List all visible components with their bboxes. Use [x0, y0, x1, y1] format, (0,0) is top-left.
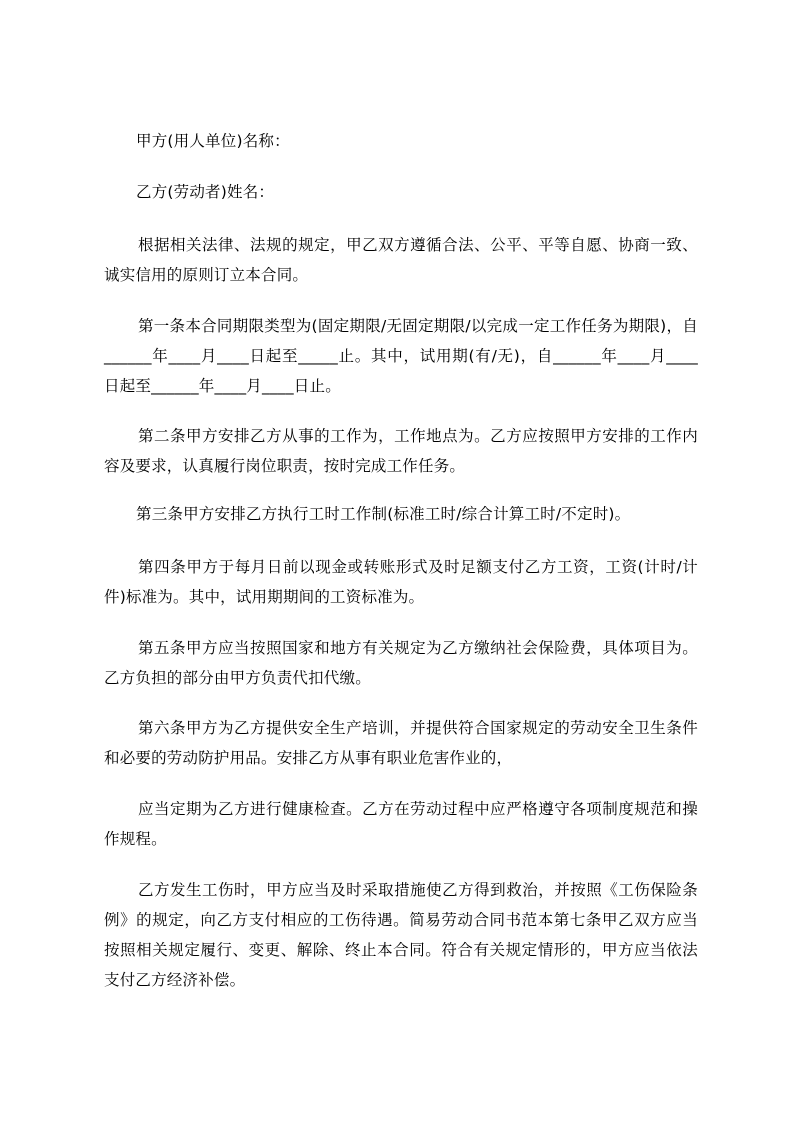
article-1-paragraph: 第一条本合同期限类型为(固定期限/无固定期限/以完成一定工作任务为期限)，自______年____月____日起至_____止。其中，试用期(有/无)，自______年____月____日起至______年____月____日止。: [104, 317, 698, 395]
health-check-paragraph: 应当定期为乙方进行健康检查。乙方在劳动过程中应严格遵守各项制度规范和操作规程。: [104, 800, 698, 848]
article-5-paragraph: 第五条甲方应当按照国家和地方有关规定为乙方缴纳社会保险费，具体项目为。乙方负担的部分由甲方负责代扣代缴。: [104, 639, 698, 687]
article-2-paragraph: 第二条甲方安排乙方从事的工作为，工作地点为。乙方应按照甲方安排的工作内容及要求，认真履行岗位职责，按时完成工作任务。: [104, 427, 698, 475]
article-6-paragraph: 第六条甲方为乙方提供安全生产培训，并提供符合国家规定的劳动安全卫生条件和必要的劳动防护用品。安排乙方从事有职业危害作业的，: [104, 719, 698, 767]
article-3-paragraph: 第三条甲方安排乙方执行工时工作制(标准工时/综合计算工时/不定时)。: [136, 505, 631, 523]
party-b-line: 乙方(劳动者)姓名：: [136, 183, 275, 201]
party-a-line: 甲方(用人单位)名称：: [136, 132, 290, 150]
work-injury-paragraph: 乙方发生工伤时，甲方应当及时采取措施使乙方得到救治，并按照《工伤保险条例》的规定，向乙方支付相应的工伤待遇。简易劳动合同书范本第七条甲乙双方应当按照相关规定履行、变更、解除、终止本合同。符合有关规定情形的，甲方应当依法支付乙方经济补偿。: [104, 881, 698, 989]
preamble-paragraph: 根据相关法律、法规的规定，甲乙双方遵循合法、公平、平等自愿、协商一致、诚实信用的原则订立本合同。: [104, 236, 698, 284]
article-4-paragraph: 第四条甲方于每月日前以现金或转账形式及时足额支付乙方工资，工资(计时/计件)标准为。其中，试用期期间的工资标准为。: [104, 558, 698, 606]
